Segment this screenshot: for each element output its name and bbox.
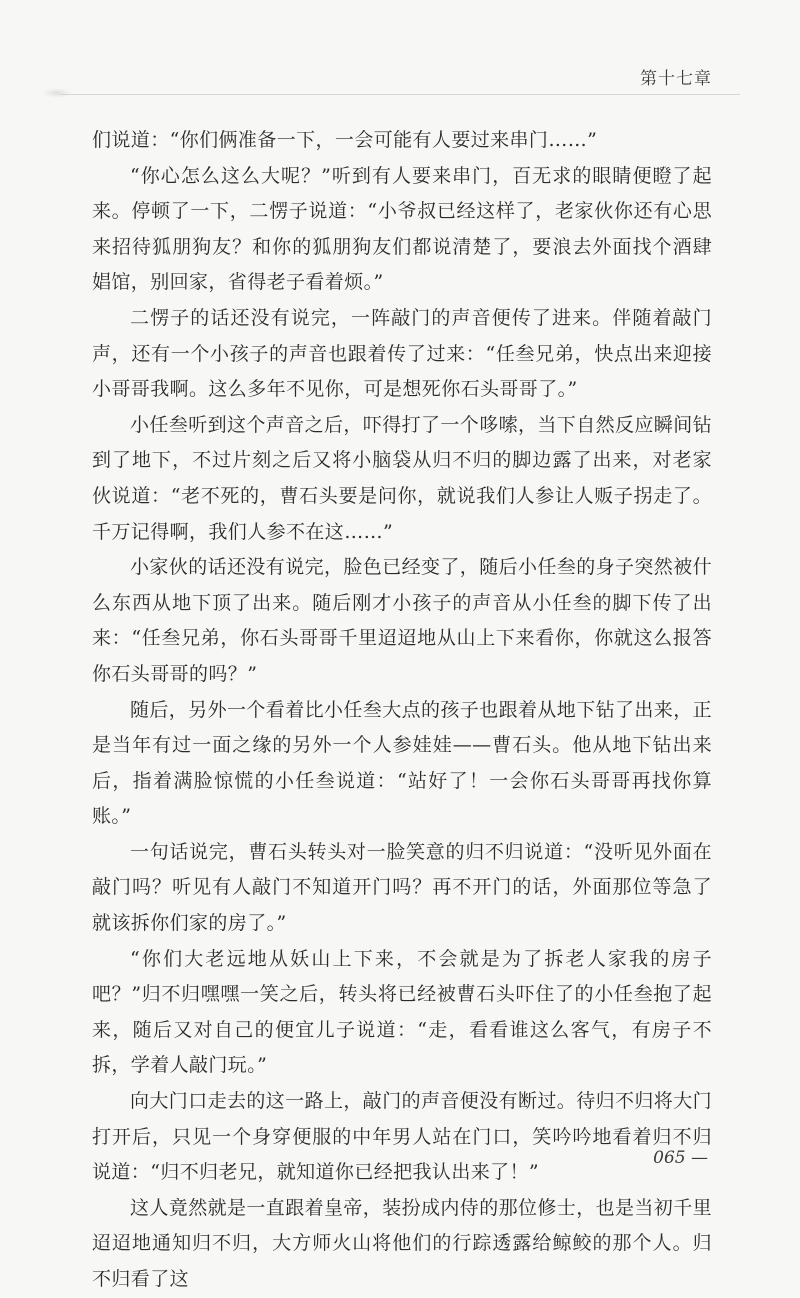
paragraph: 向大门口走去的这一路上，敲门的声音便没有断过。待归不归将大门打开后，只见一个身穿便服的中年男人站在门口，笑吟吟地看着归不归说道：“归不归老兄，就知道你已经把我认出来了！”: [92, 1090, 713, 1184]
paragraph: 一句话说完，曹石头转头对一脸笑意的归不归说道：“没听见外面在敲门吗？听见有人敲门不知道开门吗？再不开门的话，外面那位等急了就该拆你们家的房了。”: [92, 840, 712, 935]
page-number: 065 —: [653, 1148, 708, 1168]
chapter-header: 第十七章: [640, 69, 712, 89]
body-text: [92, 123, 712, 1298]
paragraph: 这人竟然就是一直跟着皇帝，装扮成内侍的那位修士，也是当初千里迢迢地通知归不归，大方师火山将他们的行踪透露给鲸鲛的那个人。归不归看了这: [92, 1196, 713, 1290]
header-rule: [60, 94, 740, 95]
paragraph: 二愣子的话还没有说完，一阵敲门的声音便传了进来。伴随着敲门声，还有一个小孩子的声音也跟着传了过来：“任叁兄弟，快点出来迎接小哥哥我啊。这么多年不见你，可是想死你石头哥哥了。”: [92, 306, 712, 401]
paragraph: 们说道：“你们俩准备一下，一会可能有人要过来串门……”: [92, 129, 598, 151]
paragraph: 小家伙的话还没有说完，脸色已经变了，随后小任叁的身子突然被什么东西从地下顶了出来。随后刚才小孩子的声音从小任叁的脚下传了出来：“任叁兄弟，你石头哥哥千里迢迢地从山上下来看你，你就这么报答你石头哥哥的吗？”: [92, 556, 713, 685]
scan-smudge: [42, 88, 72, 98]
paragraph: “你心怎么这么大呢？”听到有人要来串门，百无求的眼睛便瞪了起来。停顿了一下，二愣子说道：“小爷叔已经这样了，老家伙你还有心思来招待狐朋狗友？和你的狐朋狗友们都说清楚了，要浪去外面找个酒肆娼馆，别回家，省得老子看着烦。”: [92, 164, 712, 294]
paragraph: 随后，另外一个看着比小任叁大点的孩子也跟着从地下钻了出来，正是当年有过一面之缘的另外一个人参娃娃——曹石头。他从地下钻出来后，指着满脸惊慌的小任叁说道：“站好了！一会你石头哥哥再找你算账。”: [92, 698, 713, 828]
paragraph: 小任叁听到这个声音之后，吓得打了一个哆嗦，当下自然反应瞬间钻到了地下，不过片刻之后又将小脑袋从归不归的脚边露了出来，对老家伙说道：“老不死的，曹石头要是问你，就说我们人参让人贩子拐走了。千万记得啊，我们人参不在这……”: [92, 413, 713, 543]
paragraph: “你们大老远地从妖山上下来，不会就是为了拆老人家我的房子吧？”归不归嘿嘿一笑之后，转头将已经被曹石头吓住了的小任叁抱了起来，随后又对自己的便宜儿子说道：“走，看看谁这么客气，有房子不拆，学着人敲门玩。”: [92, 947, 712, 1077]
